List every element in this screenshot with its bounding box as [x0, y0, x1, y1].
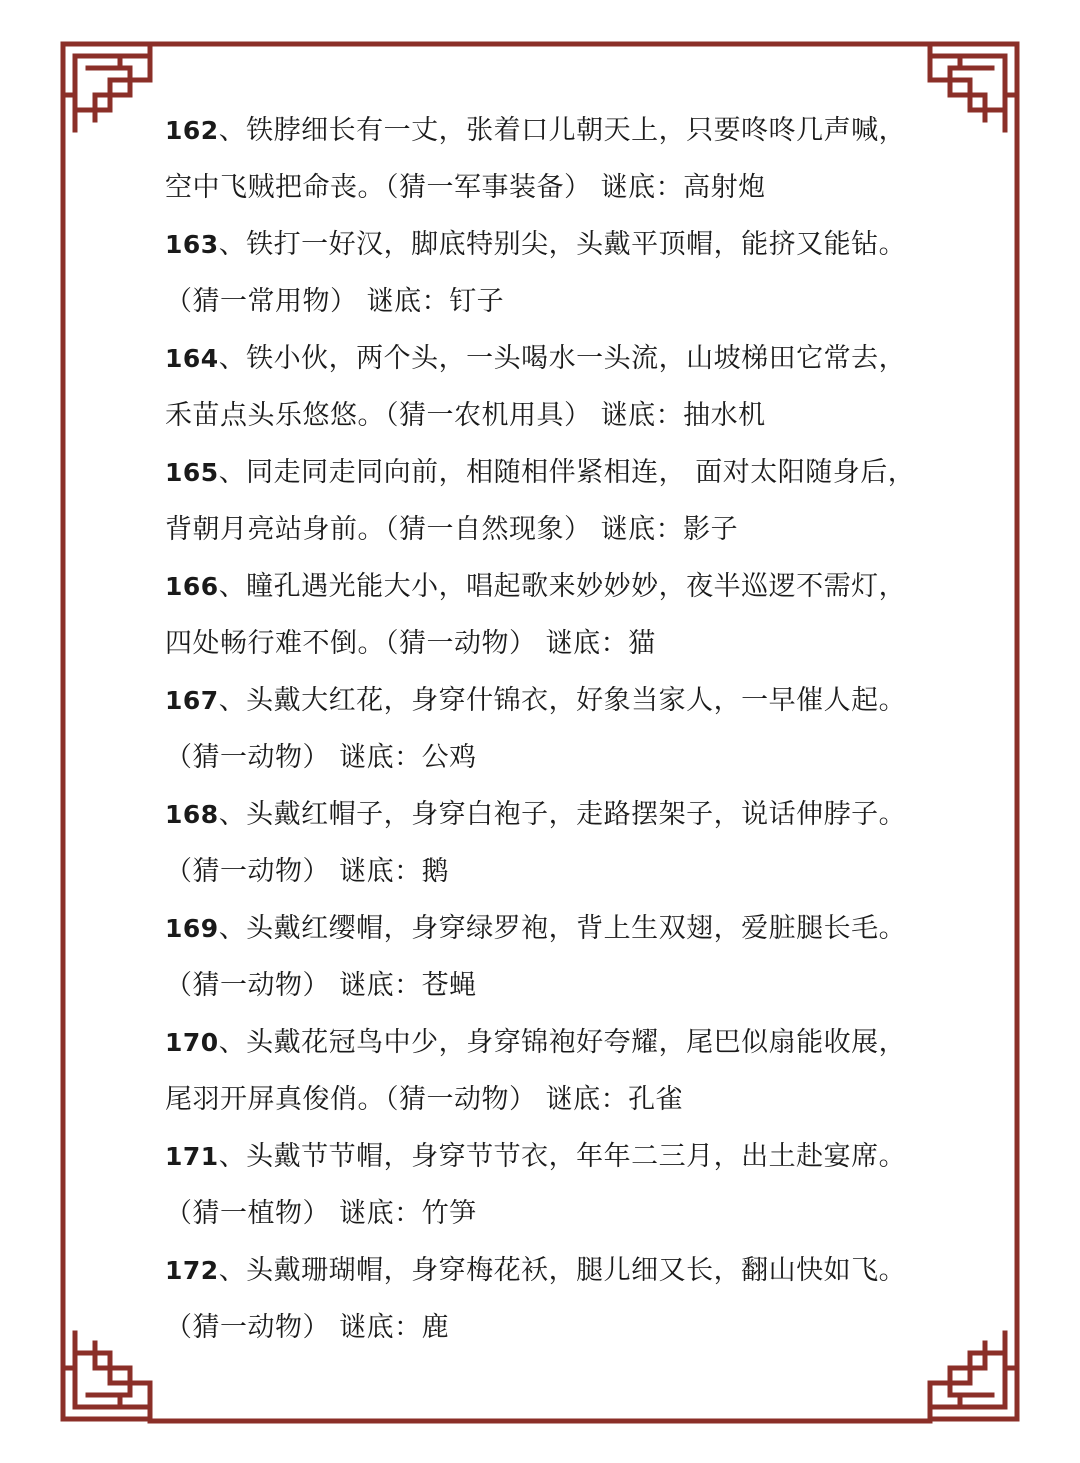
- riddle-question-line: [165, 444, 935, 501]
- riddle-text: 、铁小伙，两个头，一头喝水一头流，山坡梯田它常去，: [218, 343, 907, 374]
- riddle-text: 、头戴红缨帽，身穿绿罗袍，背上生双翅，爱脏腿长毛。: [218, 913, 907, 944]
- riddle-number: 162: [165, 116, 219, 145]
- riddle-number: 163: [165, 230, 219, 259]
- riddle-text: 、头戴节节帽，身穿节节衣，年年二三月，出土赴宴席。: [218, 1141, 907, 1172]
- riddle-number: 167: [165, 686, 219, 715]
- riddle-question-line: [165, 672, 935, 729]
- riddle-text: 、瞳孔遇光能大小，唱起歌来妙妙妙，夜半巡逻不需灯，: [218, 571, 907, 602]
- riddle-text: 、头戴大红花，身穿什锦衣，好象当家人，一早催人起。: [218, 685, 907, 716]
- riddle-number: 169: [165, 914, 219, 943]
- corner-ornament-bottom-left: [63, 1333, 150, 1419]
- riddle-answer-line: 空中飞贼把命丧。（猜一军事装备） 谜底：高射炮: [165, 172, 766, 203]
- riddle-text: 、头戴红帽子，身穿白袍子，走路摆架子，说话伸脖子。: [218, 799, 907, 830]
- riddle-number: 166: [165, 572, 219, 601]
- riddle-answer-line: （猜一动物） 谜底：苍蝇: [165, 970, 477, 1001]
- corner-ornament-top-left: [63, 44, 150, 130]
- riddle-question-line: [165, 330, 935, 387]
- riddle-number: 172: [165, 1256, 219, 1285]
- riddle-answer-line: 尾羽开屏真俊俏。（猜一动物） 谜底：孔雀: [165, 1084, 684, 1115]
- corner-ornament-top-right: [930, 44, 1017, 130]
- riddle-text: 、头戴花冠鸟中少，身穿锦袍好夸耀，尾巴似扇能收展，: [218, 1027, 907, 1058]
- riddle-answer-line: 四处畅行难不倒。（猜一动物） 谜底：猫: [165, 628, 656, 659]
- riddle-question-line: [165, 786, 935, 843]
- riddle-answer-line: （猜一动物） 谜底：公鸡: [165, 742, 477, 773]
- riddle-question-line: [165, 1128, 935, 1185]
- riddle-answer-line: （猜一植物） 谜底：竹笋: [165, 1198, 477, 1229]
- riddle-answer-line: （猜一常用物） 谜底：钉子: [165, 286, 505, 317]
- riddle-question-line: [165, 900, 935, 957]
- riddle-text: 、头戴珊瑚帽，身穿梅花袄，腿儿细又长，翻山快如飞。: [218, 1255, 907, 1286]
- riddle-answer-line: 背朝月亮站身前。（猜一自然现象） 谜底：影子: [165, 514, 739, 545]
- riddle-question-line: [165, 216, 935, 273]
- riddle-text: 、同走同走同向前，相随相伴紧相连， 面对太阳随身后，: [218, 457, 916, 488]
- riddle-number: 168: [165, 800, 219, 829]
- corner-ornament-bottom-right: [930, 1333, 1017, 1419]
- riddle-answer-line: （猜一动物） 谜底：鹿: [165, 1312, 450, 1343]
- riddle-question-line: [165, 102, 935, 159]
- riddle-number: 165: [165, 458, 219, 487]
- riddle-number: 164: [165, 344, 219, 373]
- riddle-list: [165, 102, 935, 1356]
- riddle-number: 171: [165, 1142, 219, 1171]
- riddle-answer-line: 禾苗点头乐悠悠。（猜一农机用具） 谜底：抽水机: [165, 400, 766, 431]
- riddle-text: 、铁脖细长有一丈，张着口儿朝天上，只要咚咚几声喊，: [218, 115, 907, 146]
- riddle-question-line: [165, 558, 935, 615]
- riddle-text: 、铁打一好汉，脚底特别尖，头戴平顶帽，能挤又能钻。: [218, 229, 907, 260]
- riddle-answer-line: （猜一动物） 谜底：鹅: [165, 856, 450, 887]
- riddle-question-line: [165, 1242, 935, 1299]
- riddle-number: 170: [165, 1028, 219, 1057]
- riddle-question-line: [165, 1014, 935, 1071]
